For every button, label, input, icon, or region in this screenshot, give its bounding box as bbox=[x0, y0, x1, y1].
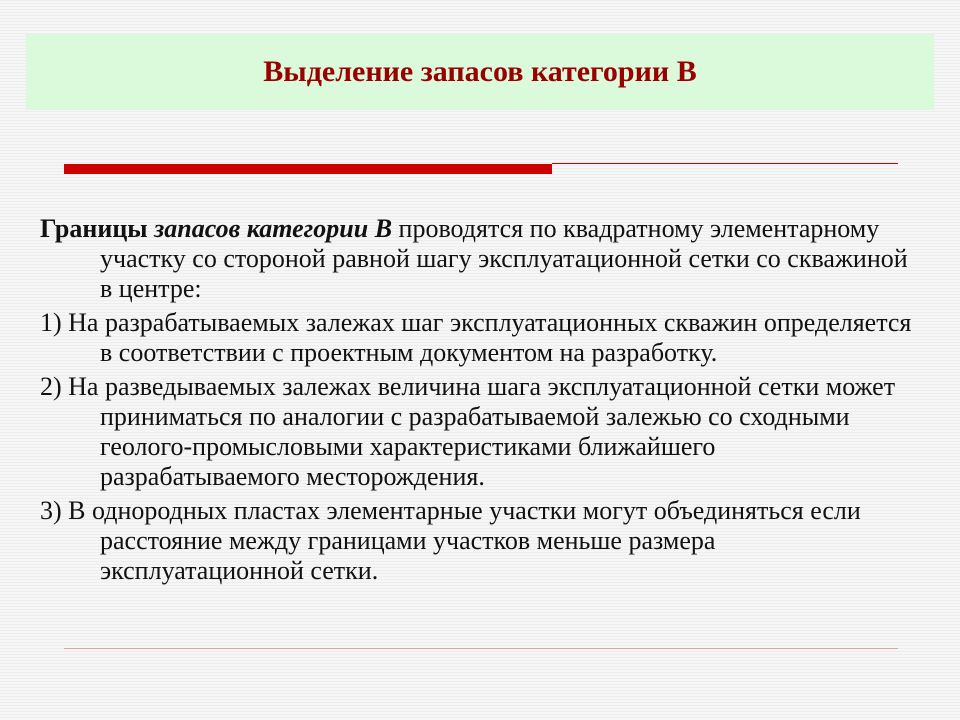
accent-bar-thin bbox=[552, 163, 898, 164]
title-banner bbox=[26, 34, 934, 110]
slide-title: Выделение запасов категории В bbox=[263, 55, 697, 88]
list-item-2: 2) На разведываемых залежах величина шага эксплуатационной сетки может приниматься по аналогии с разрабатываемой залежью со сходными геолого-промысловыми характеристиками ближайшего разрабатываемого месторождения. bbox=[40, 372, 896, 491]
list-item-3: 3) В однородных пластах элементарные участки могут объединяться если расстояние между границами участков меньше размера эксплуатационной сетки. bbox=[40, 496, 861, 585]
slide-body bbox=[40, 214, 920, 590]
intro-bold-term: Границы bbox=[40, 214, 148, 243]
bottom-divider bbox=[64, 648, 898, 649]
accent-bar-thick bbox=[64, 164, 552, 174]
intro-bold-italic-term: запасов категории В bbox=[154, 214, 393, 243]
intro-paragraph bbox=[40, 214, 920, 304]
list-item-1: 1) На разрабатываемых залежах шаг эксплуатационных скважин определяется в соответствии с проектным документом на разработку. bbox=[40, 308, 912, 367]
intro-text: проводятся по квадратному элементарному участку со стороной равной шагу эксплуатационной сетки со скважиной в центре: bbox=[100, 214, 908, 303]
